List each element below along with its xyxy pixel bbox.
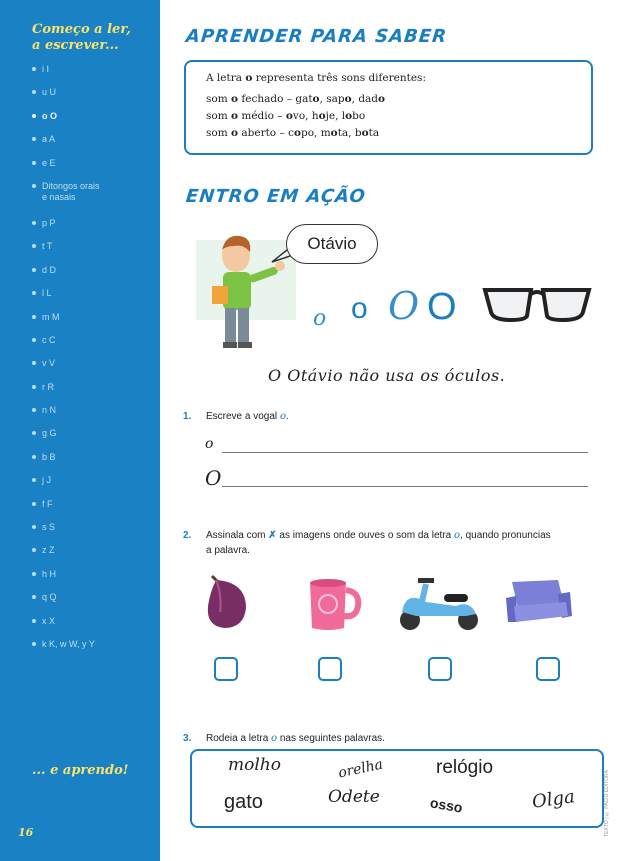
bullet-icon [32,548,36,552]
print-uppercase-o: O [427,286,457,328]
exercise-2-instruction-line2: a palavra. [206,545,250,556]
sidebar-item-23[interactable] [32,616,160,639]
bullet-icon [32,161,36,165]
sidebar-item-label: p P [42,217,56,228]
sidebar-item-11[interactable] [32,335,160,358]
sidebar-item-label: f F [42,498,53,509]
sidebar-item-10[interactable] [32,312,160,335]
word-molho[interactable]: molho [228,755,281,775]
info-o: o [231,93,239,105]
sidebar-item-16[interactable] [32,452,160,475]
info-box [184,60,593,155]
checkbox-scooter[interactable] [428,657,452,681]
checkbox-fig[interactable] [214,657,238,681]
info-word: je [325,110,336,122]
info-word-o: o [330,127,338,139]
bullet-icon [32,221,36,225]
sidebar-item-label: t T [42,241,53,252]
bullet-icon [32,478,36,482]
exercise-3-instruction-post: nas seguintes palavras. [279,733,385,744]
sidebar-item-label: q Q [42,592,57,603]
sidebar-item-label: m M [42,311,60,322]
fig-icon [202,572,250,630]
sidebar-item-17[interactable] [32,475,160,498]
sidebar-item-label: e E [42,157,56,168]
info-word: dad [358,93,379,105]
writing-line-1-glyph: o [205,436,214,452]
bullet-icon [32,114,36,118]
exercise-1-text [206,409,289,424]
bullet-icon [32,408,36,412]
mug-icon [304,576,362,632]
bullet-icon [32,619,36,623]
sidebar [0,0,160,861]
bullet-icon [32,291,36,295]
exercise-2-number: 2. [183,530,192,541]
info-sep: , [305,110,312,122]
exercise-2-text [206,528,596,558]
info-word: b [354,127,362,139]
info-word-o: o [345,110,353,122]
page-number: 16 [18,826,34,839]
info-intro [206,70,579,87]
section-heading-aprender: APRENDER PARA SABER [184,26,449,47]
sidebar-item-1[interactable] [32,87,160,110]
bullet-icon [32,315,36,319]
cursive-lowercase-o: o [313,306,327,331]
sidebar-item-label: r R [42,381,54,392]
sidebar-item-label: s S [42,522,56,533]
exercise-2-instruction-post: , quando pronuncias [460,530,551,541]
info-word-o: o [361,127,369,139]
sidebar-item-19[interactable] [32,522,160,545]
sidebar-item-label: i I [42,64,50,74]
sidebar-item-label: h H [42,568,57,579]
info-kind: médio – [238,110,286,122]
info-word-o: o [344,93,352,105]
sofa-icon [502,576,574,628]
info-pre: som [206,127,232,139]
writing-line-2[interactable] [222,486,588,487]
sidebar-item-label: j J [42,475,51,486]
exercise-1-vowel: o [279,411,286,422]
info-word: vo [292,110,306,122]
glasses-icon [481,282,593,322]
info-intro-pre: A letra [206,72,246,84]
word-gato[interactable]: gato [224,791,263,813]
bullet-icon [32,338,36,342]
info-sep: , [314,127,321,139]
exercise-2-instruction-pre: Assinala com [206,530,266,541]
info-word: l [341,110,346,122]
sidebar-item-label: n N [42,405,57,416]
info-o: o [231,110,239,122]
info-sep: , [351,93,359,105]
exercise-1-instruction: Escreve a vogal [206,411,278,422]
sidebar-item-label: c C [42,334,56,345]
info-intro-post: representa três sons diferentes: [252,72,426,84]
writing-line-1[interactable] [222,452,588,453]
print-lowercase-o: o [351,292,368,325]
exercise-3-instruction-pre: Rodeia a letra [206,733,269,744]
info-o: o [231,127,239,139]
sidebar-item-label: g G [42,428,57,439]
info-sep: , [319,93,327,105]
sidebar-item-2[interactable] [32,111,160,134]
section-heading-entro: ENTRO EM AÇÃO [184,186,367,207]
writing-line-2-glyph: O [205,466,222,490]
bullet-icon [32,572,36,576]
sidebar-item-0[interactable] [32,64,160,87]
word-orelha[interactable]: orelha [336,756,385,782]
info-word: h [311,110,319,122]
sidebar-item-label: k K, w W, y Y [42,638,95,649]
sidebar-item-18[interactable] [32,499,160,522]
bullet-icon [32,268,36,272]
info-kind: fechado – [238,93,296,105]
info-line-medio [206,108,579,125]
exercise-3-number: 3. [183,733,192,744]
sidebar-item-label: u U [42,87,57,98]
sidebar-item-label: d D [42,264,57,275]
sidebar-item-label: b B [42,451,56,462]
info-word-o: o [318,110,326,122]
sidebar-item-5[interactable] [32,181,160,218]
bullet-icon [32,431,36,435]
sidebar-item-14[interactable] [32,405,160,428]
sidebar-item-21[interactable] [32,569,160,592]
info-word: po [300,127,315,139]
info-word-o: o [312,93,320,105]
sidebar-item-label: o O [42,110,57,121]
info-sep: , [335,110,342,122]
sidebar-item-9[interactable] [32,288,160,311]
info-word: ta [368,127,380,139]
bullet-icon [32,525,36,529]
bullet-icon [32,90,36,94]
bullet-icon [32,361,36,365]
word-osso[interactable]: osso [428,794,464,816]
sidebar-item-12[interactable] [32,358,160,381]
sidebar-item-label: z Z [42,545,55,556]
sidebar-item-label: v V [42,358,56,369]
sidebar-item-24[interactable] [32,639,160,662]
sidebar-item-4[interactable] [32,158,160,181]
bullet-icon [32,502,36,506]
exercise-2-vowel: o [453,530,461,541]
info-word-o: o [293,127,301,139]
bullet-icon [32,184,36,188]
info-word: sap [326,93,345,105]
bullet-icon [32,455,36,459]
exercise-3-text [206,731,385,746]
sidebar-item-label: a A [42,134,56,145]
sidebar-item-6[interactable] [32,218,160,241]
bullet-icon [32,67,36,71]
sidebar-item-label: l L [42,288,52,299]
sidebar-item-7[interactable] [32,241,160,264]
sidebar-item-15[interactable] [32,428,160,451]
word-olga[interactable]: Olga [530,786,577,813]
word-relogio[interactable]: relógio [436,757,494,778]
info-pre: som [206,93,232,105]
checkbox-sofa[interactable] [536,657,560,681]
bullet-icon [32,642,36,646]
bullet-icon [32,385,36,389]
sidebar-footer: ... e aprendo! [32,763,129,778]
cross-mark-icon: ✗ [268,530,277,541]
info-line-aberto [206,125,579,142]
info-sep: , [348,127,355,139]
sidebar-item-label: Ditongos orais e nasais [42,180,100,202]
sidebar-item-20[interactable] [32,545,160,568]
sidebar-list [32,64,160,662]
info-intro-letter: o [245,72,253,84]
info-word: c [288,127,294,139]
cursive-uppercase-o: O [388,284,420,328]
sidebar-item-8[interactable] [32,265,160,288]
info-pre: som [206,110,232,122]
info-line-fechado [206,91,579,108]
info-word: m [320,127,331,139]
exercise-2-instruction-mid: as imagens onde ouves o som da letra [279,530,452,541]
info-word: ta [337,127,349,139]
info-word-o: o [285,110,293,122]
sidebar-item-22[interactable] [32,592,160,615]
info-word: gat [295,93,313,105]
boy-illustration [196,220,296,350]
word-odete[interactable]: Odete [328,787,380,807]
exercise-1-punct: . [285,411,289,422]
sidebar-item-13[interactable] [32,382,160,405]
bullet-icon [32,244,36,248]
exercise-1-number: 1. [183,411,192,422]
copyright: TEXTO | © PACIO EDITORA [604,770,610,837]
info-word: bo [352,110,366,122]
speech-bubble: Otávio [286,224,378,264]
sidebar-item-label: x X [42,615,56,626]
scooter-icon [396,570,482,632]
sentence: O Otávio não usa os óculos. [268,366,506,385]
checkbox-mug[interactable] [318,657,342,681]
info-word-o: o [378,93,386,105]
bullet-icon [32,137,36,141]
info-kind: aberto – [238,127,289,139]
word-box [190,749,604,828]
sidebar-item-3[interactable] [32,134,160,157]
bullet-icon [32,595,36,599]
sidebar-title: Começo a ler, a escrever... [32,22,131,53]
exercise-3-vowel: o [271,733,278,744]
